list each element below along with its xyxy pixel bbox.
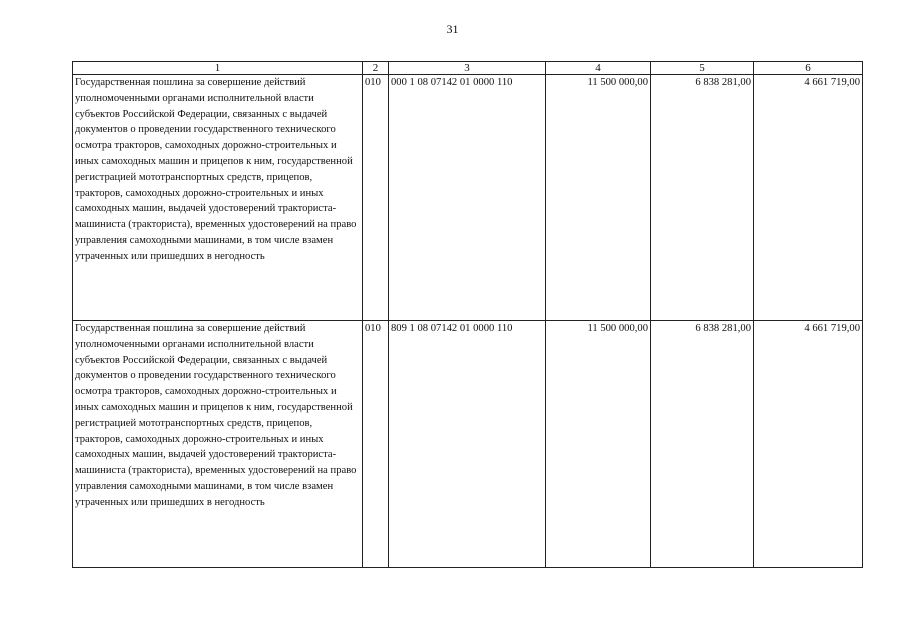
row-description: Государственная пошлина за совершение действий уполномоченными органами исполнительной власти субъектов Российской Федерации, связанных с выдачей документов о проведении государственного технического осмотра тракторов, самоходных дорожно-строительных и иных самоходных машин и прицепов к ним, государственной регистрацией мототранспортных средств, прицепов, тракторов, самоходных дорожно-строительных и иных самоходных машин, выдачей удостоверений тракториста-машиниста (тракториста), временных удостоверений на право управления самоходными машинами, в том числе взамен утраченных или пришедших в негодность: [73, 321, 363, 568]
page-number: 31: [446, 22, 459, 36]
row-col6-value: 4 661 719,00: [754, 75, 863, 321]
table-row: [73, 75, 863, 321]
row-budget-code: 000 1 08 07142 01 0000 110: [389, 75, 546, 321]
row-line-code: 010: [363, 321, 389, 568]
row-col4-value: 11 500 000,00: [546, 321, 651, 568]
row-line-code: 010: [363, 75, 389, 321]
table-row: [73, 321, 863, 568]
row-col5-value: 6 838 281,00: [651, 321, 754, 568]
row-description: Государственная пошлина за совершение действий уполномоченными органами исполнительной власти субъектов Российской Федерации, связанных с выдачей документов о проведении государственного технического осмотра тракторов, самоходных дорожно-строительных и иных самоходных машин и прицепов к ним, государственной регистрацией мототранспортных средств, прицепов, тракторов, самоходных дорожно-строительных и иных самоходных машин, выдачей удостоверений тракториста-машиниста (тракториста), временных удостоверений на право управления самоходными машинами, в том числе взамен утраченных или пришедших в негодность: [73, 75, 363, 321]
row-col5-value: 6 838 281,00: [651, 75, 754, 321]
header-col-1: 1: [73, 62, 363, 75]
header-col-6: 6: [754, 62, 863, 75]
table-header-row: [73, 62, 863, 75]
row-col4-value: 11 500 000,00: [546, 75, 651, 321]
header-col-3: 3: [389, 62, 546, 75]
header-col-2: 2: [363, 62, 389, 75]
row-budget-code: 809 1 08 07142 01 0000 110: [389, 321, 546, 568]
header-col-5: 5: [651, 62, 754, 75]
header-col-4: 4: [546, 62, 651, 75]
revenue-table: [72, 61, 863, 568]
row-col6-value: 4 661 719,00: [754, 321, 863, 568]
